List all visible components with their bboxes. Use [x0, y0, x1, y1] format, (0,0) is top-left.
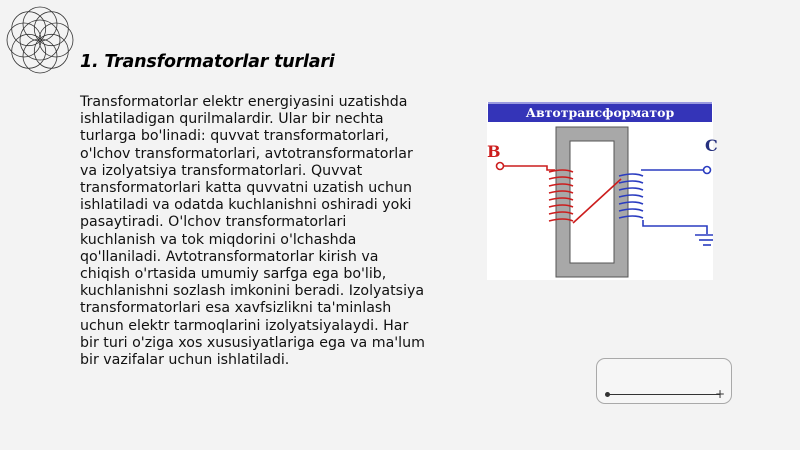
slide-body-text: Transformatorlar elektr energiyasini uzatishda ishlatiladigan qurilmalardir. Ular bir nechta turlarga bo'linadi: quvvat transformatorlari, o'lchov transformatorlari, avtotransformatorlar va izolyatsiya transformatorlari. Quvvat transformatorlari katta quvvatni uzatish uchun ishlatiladi va odatda kuchlanishni oshiradi yoki pasaytiradi. O'lchov transformatorlari kuchlanish va tok miqdorini o'lchashda qo'llaniladi. Avtotransformatorlar kirish va chiqish o'rtasida umumiy sarfga ega bo'lib, kuchlanishni sozlash imkonini beradi. Izolyatsiya transformatorlari esa xavfsizlikni ta'minlash uchun elektr tarmoqlarini izolyatsiyalaydi. Har bir turi o'ziga xos xususiyatlariga ega va ma'lum bir vazifalar uchun ishlatiladi. — [80, 94, 425, 369]
autotransformer-drawing — [487, 102, 713, 280]
label-b: B — [487, 142, 501, 161]
slide-title: 1. Transformatorlar turlari — [80, 52, 335, 72]
label-c: C — [705, 136, 718, 155]
ground-icon — [695, 235, 713, 245]
seek-track[interactable] — [607, 394, 720, 395]
diagram-banner: Автотрансформатор — [488, 102, 712, 122]
end-plus-icon: + — [715, 387, 726, 401]
autotransformer-diagram — [487, 102, 718, 280]
seek-handle[interactable] — [605, 392, 610, 397]
spirograph-logo-icon — [4, 4, 76, 76]
terminal-c-icon — [704, 167, 711, 174]
terminal-b-icon — [497, 163, 504, 170]
media-seek-control[interactable] — [596, 358, 732, 404]
